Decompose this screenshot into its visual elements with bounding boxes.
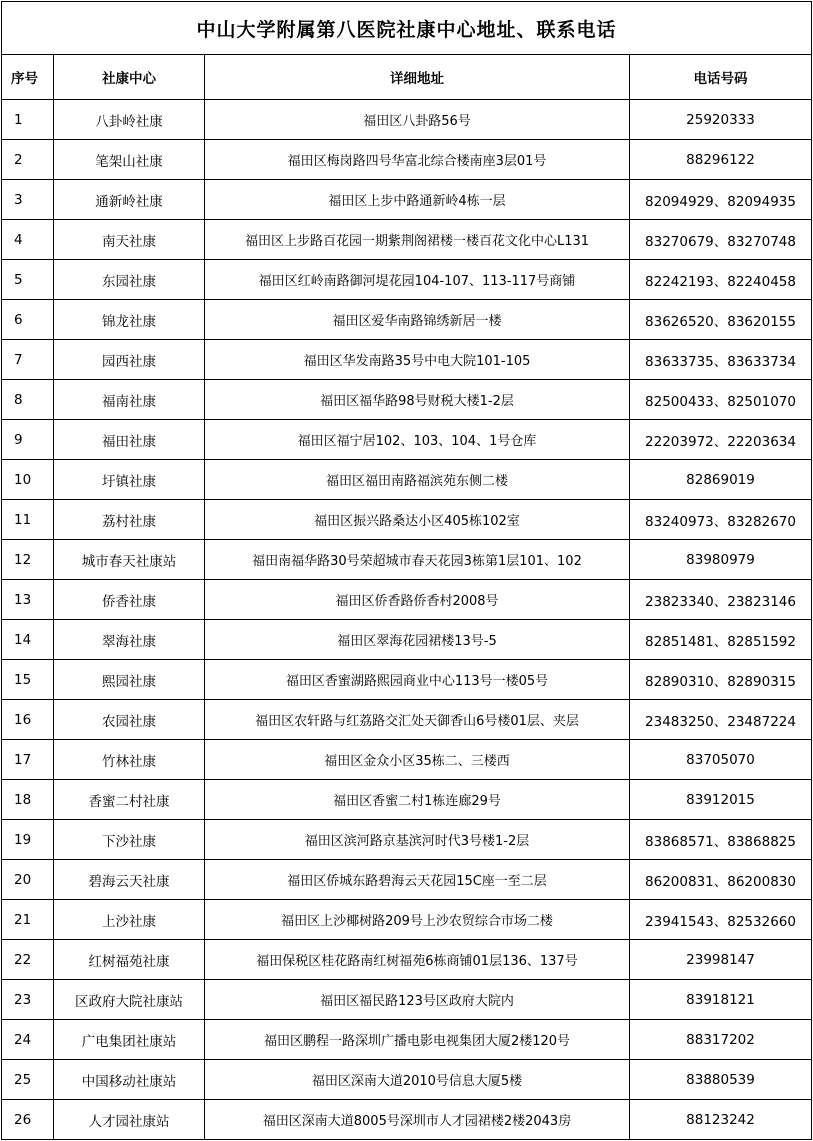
cell-center: 笔架山社康 bbox=[54, 140, 205, 180]
cell-no: 9 bbox=[2, 420, 54, 460]
title-row bbox=[2, 2, 812, 55]
table-row bbox=[2, 580, 812, 620]
cell-address: 福田区翠海花园裙楼13号-5 bbox=[205, 620, 630, 660]
table-row bbox=[2, 820, 812, 860]
cell-phone: 88317202 bbox=[630, 1020, 812, 1060]
cell-no: 20 bbox=[2, 860, 54, 900]
cell-no: 3 bbox=[2, 180, 54, 220]
table-row bbox=[2, 380, 812, 420]
cell-phone: 88296122 bbox=[630, 140, 812, 180]
cell-phone: 82094929、82094935 bbox=[630, 180, 812, 220]
cell-center: 通新岭社康 bbox=[54, 180, 205, 220]
cell-address: 福田区华发南路35号中电大院101-105 bbox=[205, 340, 630, 380]
cell-phone: 83980979 bbox=[630, 540, 812, 580]
table-row bbox=[2, 780, 812, 820]
table-row bbox=[2, 460, 812, 500]
cell-no: 22 bbox=[2, 940, 54, 980]
cell-address: 福田区福田南路福滨苑东侧二楼 bbox=[205, 460, 630, 500]
table-row bbox=[2, 100, 812, 140]
cell-center: 广电集团社康站 bbox=[54, 1020, 205, 1060]
table-row bbox=[2, 140, 812, 180]
cell-no: 2 bbox=[2, 140, 54, 180]
cell-address: 福田区金众小区35栋二、三楼西 bbox=[205, 740, 630, 780]
cell-no: 23 bbox=[2, 980, 54, 1020]
cell-no: 7 bbox=[2, 340, 54, 380]
cell-no: 14 bbox=[2, 620, 54, 660]
cell-no: 8 bbox=[2, 380, 54, 420]
table-row bbox=[2, 700, 812, 740]
cell-center: 碧海云天社康 bbox=[54, 860, 205, 900]
cell-no: 13 bbox=[2, 580, 54, 620]
cell-address: 福田区福华路98号财税大楼1-2层 bbox=[205, 380, 630, 420]
cell-phone: 23941543、82532660 bbox=[630, 900, 812, 940]
table-title: 中山大学附属第八医院社康中心地址、联系电话 bbox=[2, 2, 812, 55]
cell-no: 15 bbox=[2, 660, 54, 700]
cell-address: 福田区深南大道8005号深圳市人才园裙楼2楼2043房 bbox=[205, 1100, 630, 1140]
cell-address: 福田区红岭南路御河堤花园104-107、113-117号商铺 bbox=[205, 260, 630, 300]
cell-center: 上沙社康 bbox=[54, 900, 205, 940]
cell-phone: 83705070 bbox=[630, 740, 812, 780]
cell-address: 福田区侨城东路碧海云天花园15C座一至二层 bbox=[205, 860, 630, 900]
cell-address: 福田区鹏程一路深圳广播电影电视集团大厦2楼120号 bbox=[205, 1020, 630, 1060]
table-row bbox=[2, 980, 812, 1020]
cell-address: 福田区爱华南路锦绣新居一楼 bbox=[205, 300, 630, 340]
cell-center: 翠海社康 bbox=[54, 620, 205, 660]
cell-no: 19 bbox=[2, 820, 54, 860]
header-phone: 电话号码 bbox=[630, 55, 812, 100]
cell-center: 福南社康 bbox=[54, 380, 205, 420]
cell-address: 福田区上步中路通新岭4栋一层 bbox=[205, 180, 630, 220]
cell-center: 东园社康 bbox=[54, 260, 205, 300]
cell-address: 福田区香蜜湖路熙园商业中心113号一楼05号 bbox=[205, 660, 630, 700]
cell-address: 福田区深南大道2010号信息大厦5楼 bbox=[205, 1060, 630, 1100]
cell-center: 农园社康 bbox=[54, 700, 205, 740]
header-row bbox=[2, 55, 812, 100]
table-row bbox=[2, 420, 812, 460]
cell-phone: 83912015 bbox=[630, 780, 812, 820]
cell-phone: 23483250、23487224 bbox=[630, 700, 812, 740]
table-row bbox=[2, 220, 812, 260]
cell-phone: 82242193、82240458 bbox=[630, 260, 812, 300]
cell-center: 香蜜二村社康 bbox=[54, 780, 205, 820]
cell-phone: 82890310、82890315 bbox=[630, 660, 812, 700]
table-row bbox=[2, 620, 812, 660]
cell-center: 八卦岭社康 bbox=[54, 100, 205, 140]
cell-no: 25 bbox=[2, 1060, 54, 1100]
table-row bbox=[2, 1020, 812, 1060]
table-row bbox=[2, 260, 812, 300]
cell-no: 12 bbox=[2, 540, 54, 580]
cell-center: 锦龙社康 bbox=[54, 300, 205, 340]
cell-phone: 23998147 bbox=[630, 940, 812, 980]
cell-address: 福田区八卦路56号 bbox=[205, 100, 630, 140]
cell-phone: 23823340、23823146 bbox=[630, 580, 812, 620]
cell-phone: 83880539 bbox=[630, 1060, 812, 1100]
cell-center: 熙园社康 bbox=[54, 660, 205, 700]
table-row bbox=[2, 900, 812, 940]
cell-address: 福田区上沙椰树路209号上沙农贸综合市场二楼 bbox=[205, 900, 630, 940]
table-row bbox=[2, 940, 812, 980]
cell-center: 荔村社康 bbox=[54, 500, 205, 540]
cell-center: 南天社康 bbox=[54, 220, 205, 260]
cell-phone: 82869019 bbox=[630, 460, 812, 500]
table-row bbox=[2, 300, 812, 340]
cell-center: 竹林社康 bbox=[54, 740, 205, 780]
cell-no: 11 bbox=[2, 500, 54, 540]
cell-address: 福田保税区桂花路南红树福苑6栋商铺01层136、137号 bbox=[205, 940, 630, 980]
cell-no: 10 bbox=[2, 460, 54, 500]
cell-center: 福田社康 bbox=[54, 420, 205, 460]
cell-no: 5 bbox=[2, 260, 54, 300]
cell-address: 福田南福华路30号荣超城市春天花园3栋第1层101、102 bbox=[205, 540, 630, 580]
cell-center: 园西社康 bbox=[54, 340, 205, 380]
cell-phone: 22203972、22203634 bbox=[630, 420, 812, 460]
cell-no: 24 bbox=[2, 1020, 54, 1060]
cell-address: 福田区振兴路桑达小区405栋102室 bbox=[205, 500, 630, 540]
cell-phone: 82500433、82501070 bbox=[630, 380, 812, 420]
cell-no: 4 bbox=[2, 220, 54, 260]
cell-phone: 83626520、83620155 bbox=[630, 300, 812, 340]
cell-phone: 83240973、83282670 bbox=[630, 500, 812, 540]
table-row bbox=[2, 860, 812, 900]
table-row bbox=[2, 740, 812, 780]
cell-phone: 83868571、83868825 bbox=[630, 820, 812, 860]
cell-address: 福田区上步路百花园一期紫荆阁裙楼一楼百花文化中心L131 bbox=[205, 220, 630, 260]
cell-no: 6 bbox=[2, 300, 54, 340]
cell-center: 红树福苑社康 bbox=[54, 940, 205, 980]
cell-center: 中国移动社康站 bbox=[54, 1060, 205, 1100]
cell-center: 区政府大院社康站 bbox=[54, 980, 205, 1020]
cell-no: 17 bbox=[2, 740, 54, 780]
cell-address: 福田区农轩路与红荔路交汇处天御香山6号楼01层、夹层 bbox=[205, 700, 630, 740]
header-address: 详细地址 bbox=[205, 55, 630, 100]
table-row bbox=[2, 1100, 812, 1140]
cell-phone: 86200831、86200830 bbox=[630, 860, 812, 900]
cell-phone: 83270679、83270748 bbox=[630, 220, 812, 260]
cell-address: 福田区福宁居102、103、104、1号仓库 bbox=[205, 420, 630, 460]
cell-address: 福田区香蜜二村1栋连廊29号 bbox=[205, 780, 630, 820]
cell-no: 21 bbox=[2, 900, 54, 940]
cell-no: 26 bbox=[2, 1100, 54, 1140]
cell-center: 人才园社康站 bbox=[54, 1100, 205, 1140]
table-row bbox=[2, 660, 812, 700]
cell-address: 福田区滨河路京基滨河时代3号楼1-2层 bbox=[205, 820, 630, 860]
cell-no: 1 bbox=[2, 100, 54, 140]
cell-center: 侨香社康 bbox=[54, 580, 205, 620]
cell-center: 下沙社康 bbox=[54, 820, 205, 860]
cell-center: 圩镇社康 bbox=[54, 460, 205, 500]
table-row bbox=[2, 1060, 812, 1100]
cell-no: 16 bbox=[2, 700, 54, 740]
cell-phone: 83918121 bbox=[630, 980, 812, 1020]
table-body bbox=[2, 100, 812, 1140]
cell-no: 18 bbox=[2, 780, 54, 820]
cell-address: 福田区福民路123号区政府大院内 bbox=[205, 980, 630, 1020]
table-row bbox=[2, 500, 812, 540]
cell-address: 福田区梅岗路四号华富北综合楼南座3层01号 bbox=[205, 140, 630, 180]
cell-phone: 83633735、83633734 bbox=[630, 340, 812, 380]
clinic-table bbox=[1, 1, 812, 1140]
cell-phone: 88123242 bbox=[630, 1100, 812, 1140]
header-center: 社康中心 bbox=[54, 55, 205, 100]
table-row bbox=[2, 540, 812, 580]
header-no: 序号 bbox=[2, 55, 54, 100]
cell-center: 城市春天社康站 bbox=[54, 540, 205, 580]
cell-phone: 82851481、82851592 bbox=[630, 620, 812, 660]
cell-phone: 25920333 bbox=[630, 100, 812, 140]
table-row bbox=[2, 340, 812, 380]
cell-address: 福田区侨香路侨香村2008号 bbox=[205, 580, 630, 620]
table-row bbox=[2, 180, 812, 220]
